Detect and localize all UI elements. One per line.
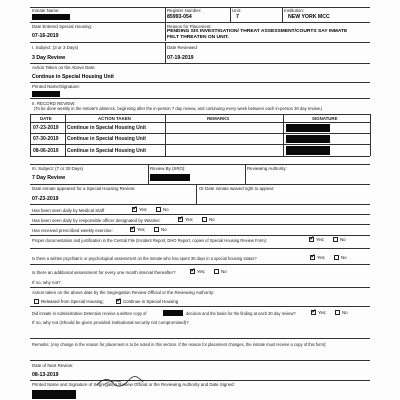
exercise-no-option[interactable]: No <box>154 227 167 232</box>
review-by-redaction <box>150 174 190 181</box>
written-copy-redaction <box>163 310 183 316</box>
additional-no-option[interactable]: No <box>214 269 227 274</box>
unit-value: 7 <box>236 14 239 20</box>
rule <box>230 7 231 22</box>
rule <box>30 63 370 64</box>
date-reviewed-label: Date Reviewed <box>167 45 197 50</box>
rule <box>196 184 197 204</box>
next-review-label: Date of Next Review: <box>32 363 74 368</box>
additional-no-checkbox[interactable] <box>214 269 219 274</box>
rule <box>30 98 370 99</box>
rule <box>30 235 370 236</box>
rule <box>30 380 370 381</box>
exercise-no-checkbox[interactable] <box>154 227 159 232</box>
col-header-remarks: REMARKS <box>207 116 230 121</box>
rule <box>30 133 370 134</box>
released-option[interactable]: Released from Special Housing; <box>34 299 104 304</box>
institution-label: Institution: <box>284 8 305 13</box>
table-row-3-action: Continue in Special Housing Unit <box>67 148 146 154</box>
rule <box>165 114 166 156</box>
printed-name-sro-label: Printed Name and Signature of Segregation Review Official or the Reviewing Authority and Date Signed: <box>32 382 235 387</box>
reason-label: Reason for Placement: <box>167 24 212 29</box>
table-row-3-date: 08-06-2019 <box>33 148 59 154</box>
signature-redaction <box>32 91 60 97</box>
section-3-subject-value: 7 Day Review <box>32 175 66 181</box>
rule <box>65 114 66 156</box>
reviewing-authority-label: Reviewing Authority: <box>247 166 287 171</box>
documentation-yes-checkbox[interactable]: ✓ <box>309 235 315 242</box>
rule <box>282 7 283 22</box>
reason-line-2: FELT THREATEN ON UNIT. <box>167 35 229 40</box>
q-warden: Has been seen daily by responsible officer designated by Warden: <box>32 218 161 223</box>
table-row-1-signature-redaction <box>286 124 330 132</box>
remarks-label: Remarks: (Any change in the reason for placement is to be noted in this section. If the reason for placement changes, the inmate must receive a copy of this form): <box>32 342 327 347</box>
rule <box>30 184 370 185</box>
inmate-name-redaction <box>32 14 70 20</box>
action-taken-value: Continue in Special Housing Unit <box>32 74 114 80</box>
rule <box>30 287 370 288</box>
rule <box>30 204 370 205</box>
q-psych: Is there a written psychiatric or psychological assessment on the inmate who has spent 30 days in a special housing status? <box>32 256 257 261</box>
register-value: 85993-054 <box>167 14 192 20</box>
rule <box>30 114 370 115</box>
section-1-subject-value: 3 Day Review <box>32 55 66 61</box>
rule <box>30 224 370 225</box>
rule <box>30 144 370 145</box>
handwritten-signature <box>95 376 145 388</box>
rule <box>165 43 166 63</box>
table-row-1-action: Continue in Special Housing Unit <box>67 125 146 131</box>
q-written-copy-b: decision and the basis for the finding at each 30 day review? <box>186 311 296 316</box>
rule <box>30 156 370 157</box>
waived-label: Or Date inmate waived right to appear: <box>199 186 275 191</box>
psych-yes-option[interactable]: ✓ Yes; <box>310 253 326 260</box>
rule <box>30 164 370 165</box>
medical-yes-option[interactable]: ✓ Yes; <box>132 205 148 212</box>
documentation-no-checkbox[interactable] <box>333 237 338 242</box>
medical-no-option[interactable]: No <box>156 207 169 212</box>
appeared-value: 07-23-2019 <box>32 196 59 202</box>
rule <box>30 122 370 123</box>
section-2-title: II. RECORD REVIEW: <box>32 101 76 106</box>
released-checkbox[interactable] <box>34 299 39 304</box>
exercise-yes-checkbox[interactable]: ✓ <box>130 225 136 232</box>
col-header-date: DATE <box>40 116 52 121</box>
written-copy-no-option[interactable]: No <box>335 310 348 315</box>
documentation-yes-option[interactable]: ✓ Yes; <box>309 235 325 242</box>
exercise-yes-option[interactable]: ✓ Yes; <box>130 225 146 232</box>
section-2-note: (To be done weekly in the inmate's absence, beginning after the in-person 7 day review, and continuing every week between each in-person 30 day review.) <box>34 106 323 111</box>
action-after-label: Action taken on the above date by the Segregation Review Official or the Reviewing Authority: <box>32 290 215 295</box>
table-row-2-signature-redaction <box>286 135 330 143</box>
table-row-2-action: Continue in Special Housing Unit <box>67 136 146 142</box>
if-no-why-2: If no, why not (Should be given provided institutional security not compromised)? <box>32 320 189 325</box>
continue-checkbox[interactable]: ✓ <box>116 297 122 304</box>
rule <box>165 7 166 41</box>
action-taken-label: Action Taken on the Above Date: <box>32 65 96 70</box>
rule <box>30 114 31 156</box>
psych-yes-checkbox[interactable]: ✓ <box>310 253 316 260</box>
warden-yes-checkbox[interactable]: ✓ <box>178 215 184 222</box>
rule <box>30 82 370 83</box>
rule <box>283 114 284 156</box>
date-entered-label: Date Entered Special Housing: <box>32 24 93 29</box>
rule <box>30 22 370 23</box>
additional-yes-checkbox[interactable]: ✓ <box>190 267 196 274</box>
sro-name-redaction <box>32 390 76 399</box>
q-written-copy-a: Did inmate in Administrative Detention receive a written copy of <box>32 311 147 316</box>
rule <box>30 338 370 339</box>
written-copy-no-checkbox[interactable] <box>335 310 340 315</box>
q-medical: Has been seen daily by Medical Staff <box>32 208 105 213</box>
warden-no-checkbox[interactable] <box>202 217 207 222</box>
reason-line-1: PENDING SIS INVESTIGATION/ THREAT ASSESSMENT/COURTS SAY INMATE <box>167 29 348 34</box>
table-row-1-date: 07-23-2019 <box>33 125 59 131</box>
date-entered-value: 07-16-2019 <box>32 33 59 39</box>
rule <box>30 248 370 249</box>
written-copy-yes-checkbox[interactable]: ✓ <box>311 308 317 315</box>
q-documentation: Proper documentation and justification in the Central File (Incident Report, DHO Report, copies of Special Housing Review Form): <box>32 238 268 243</box>
q-exercise: Has received prescribed weekly exercise: <box>32 228 113 233</box>
institution-value: NEW YORK MCC <box>288 14 330 20</box>
psych-no-option[interactable]: No <box>334 255 347 260</box>
written-copy-yes-option[interactable]: ✓ Yes; <box>311 308 327 315</box>
if-no-why-1: If no, why not? <box>32 280 61 285</box>
rule <box>30 214 370 215</box>
col-header-signature: SIGNATURE <box>312 116 338 121</box>
rule <box>30 306 370 307</box>
additional-yes-option[interactable]: ✓ Yes; <box>190 267 206 274</box>
unit-label: Unit: <box>232 8 242 13</box>
review-by-label: Review By (SRO): <box>150 166 186 171</box>
rule <box>30 42 370 43</box>
appeared-label: Date inmate appeared for a Special Housing Review: <box>32 186 136 191</box>
inmate-name-label: Inmate Name: <box>32 8 60 13</box>
printed-name-label: Printed Name/Signature: <box>32 84 81 89</box>
col-header-action: ACTION TAKEN <box>98 116 131 121</box>
documentation-no-option[interactable]: No <box>333 237 346 242</box>
section-3-subject-label: III. Subject: (7 or 30 Days) <box>32 166 84 171</box>
psych-no-checkbox[interactable] <box>334 255 339 260</box>
table-row-2-date: 07-30-2019 <box>33 136 59 142</box>
rule <box>148 164 149 184</box>
section-1-subject-label: I. Subject: (3 or 3 Days) <box>32 45 79 50</box>
medical-yes-checkbox[interactable]: ✓ <box>132 205 138 212</box>
q-additional: Is there an additional assessment for every one month interval thereafter? <box>32 270 176 275</box>
continue-option[interactable]: ✓ Continue in Special Housing <box>116 297 179 304</box>
rule <box>30 360 370 361</box>
table-row-3-signature-redaction <box>286 146 330 155</box>
next-review-value: 08-13-2019 <box>32 372 59 378</box>
rule <box>370 114 371 156</box>
rule <box>30 264 370 265</box>
warden-yes-option[interactable]: ✓ Yes; <box>178 215 194 222</box>
medical-no-checkbox[interactable] <box>156 207 161 212</box>
warden-no-option[interactable]: No <box>202 217 215 222</box>
rule <box>245 164 246 184</box>
date-reviewed-value: 07-19-2019 <box>167 55 194 61</box>
register-label: Register Number: <box>167 8 202 13</box>
